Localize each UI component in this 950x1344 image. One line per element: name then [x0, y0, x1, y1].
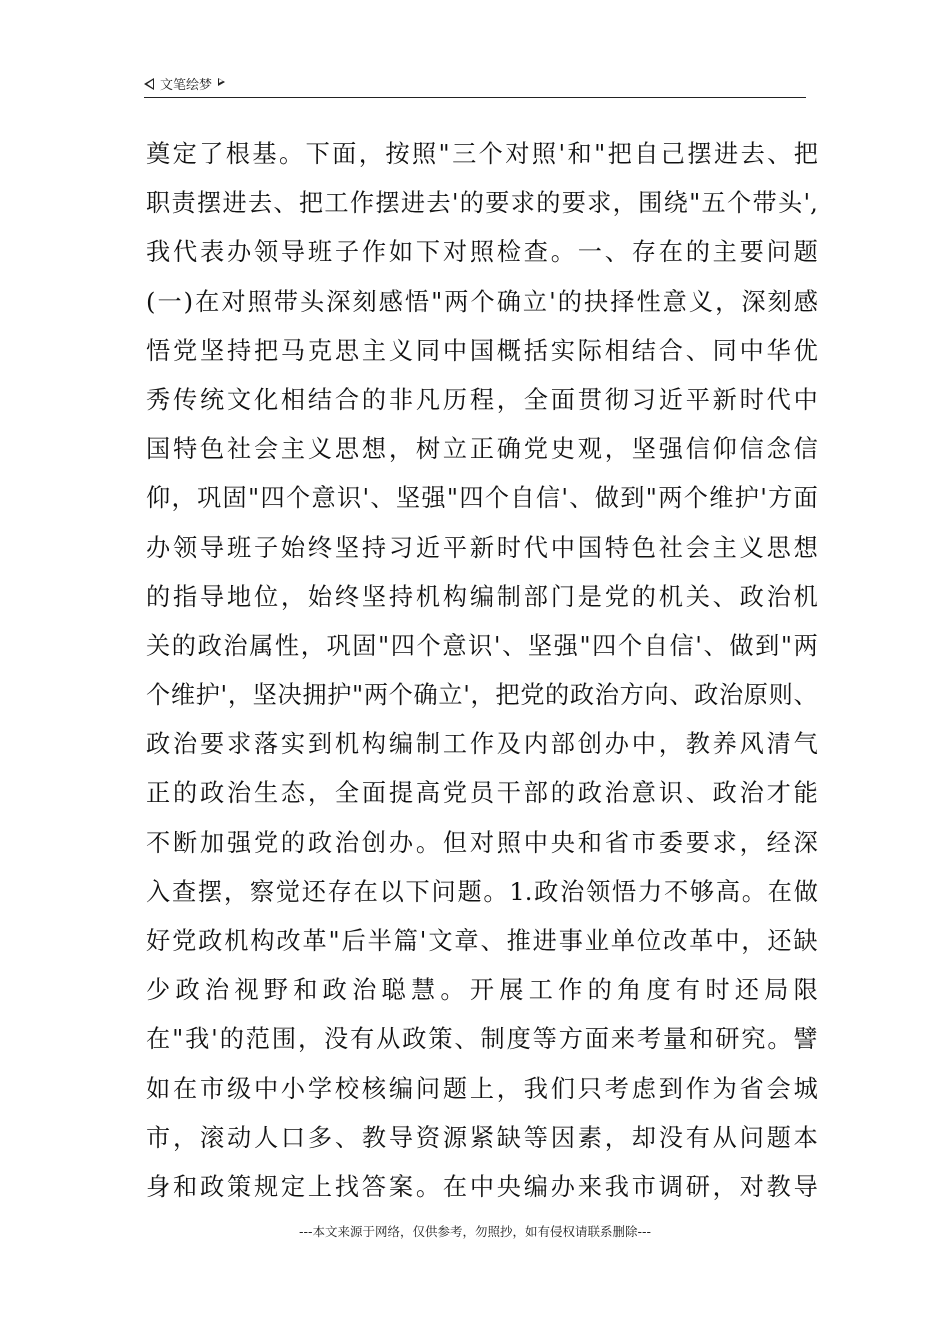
triangle-left-icon: [144, 78, 154, 90]
body-line: 身 和 政 策 规 定 上 找 答 案 。 在 中 央 编 办 来 我 市 调 研 ， 对 教 导: [146, 1172, 818, 1201]
header-title: 文笔绘梦: [160, 78, 213, 93]
body-line: 我 代 表 办 领 导 班 子 作 如 下 对 照 检 查 。 一 、 存 在 的 主 要 问 题: [146, 238, 818, 267]
body-line: 秀 传 统 文 化 相 结 合 的 非 凡 历 程 ， 全 面 贯 彻 习 近 平 新 时 代 中: [146, 385, 818, 414]
header-brand: [144, 74, 225, 93]
body-line: 入 查 摆 ， 察 觉 还 存 在 以 下 问 题 。 1. 政 治 领 悟 力 不 够 高 。 在 做: [146, 877, 818, 906]
body-line: 仰 ， 巩 固 " 四 个 意 识 ' 、 坚 强 " 四 个 自 信 ' 、 做 到 " 两 个 维 护 ' 方 面: [146, 484, 818, 513]
document-body: [146, 130, 818, 1212]
body-line: 个 维 护 ' ， 坚 决 拥 护 " 两 个 确 立 ' ， 把 党 的 政 治 方 向 、 政 治 原 则 、: [146, 681, 818, 710]
footer-notice: ---本文来源于网络，仅供参考，勿照抄，如有侵权请联系删除---: [298, 1224, 652, 1239]
body-line: 关 的 政 治 属 性 ， 巩 固 " 四 个 意 识 ' 、 坚 强 " 四 个 自 信 ' 、 做 到 " 两: [146, 631, 818, 660]
body-line: 悟 党 坚 持 把 马 克 思 主 义 同 中 国 概 括 实 际 相 结 合 、 同 中 华 优: [146, 336, 818, 365]
body-line: 好 党 政 机 构 改 革 " 后 半 篇 ' 文 章 、 推 进 事 业 单 位 改 革 中 ， 还 缺: [146, 927, 818, 955]
body-line: 的 指 导 地 位 ， 始 终 坚 持 机 构 编 制 部 门 是 党 的 机 关 、 政 治 机: [146, 582, 818, 611]
page-header: [144, 72, 806, 98]
body-line: 如 在 市 级 中 小 学 校 核 编 问 题 上 ， 我 们 只 考 虑 到 作 为 省 会 城: [146, 1074, 818, 1103]
body-line: 在 " 我 ' 的 范 围 ， 没 有 从 政 策 、 制 度 等 方 面 来 考 量 和 研 究 。 譬: [146, 1025, 818, 1054]
body-line: 政 治 要 求 落 实 到 机 构 编 制 工 作 及 内 部 创 办 中 ， 教 养 风 清 气: [146, 730, 818, 759]
body-line: ( 一 ) 在 对 照 带 头 深 刻 感 悟 " 两 个 确 立 ' 的 抉 择 性 意 义 ， 深 刻 感: [146, 287, 818, 316]
body-line: 市 ， 滚 动 人 口 多 、 教 导 资 源 紧 缺 等 因 素 ， 却 没 有 从 问 题 本: [146, 1123, 818, 1152]
triangle-right-icon: [218, 78, 225, 86]
body-line: 职 责 摆 进 去 、 把 工 作 摆 进 去 ' 的 要 求 的 要 求 ， 围 绕 " 五 个 带 头 ',: [146, 189, 818, 218]
body-line: 不 断 加 强 党 的 政 治 创 办 。 但 对 照 中 央 和 省 市 委 要 求 ， 经 深: [146, 828, 818, 857]
body-line: 国 特 色 社 会 主 义 思 想 ， 树 立 正 确 党 史 观 ， 坚 强 信 仰 信 念 信: [146, 435, 818, 464]
body-line: 奠 定 了 根 基 。 下 面 ， 按 照 " 三 个 对 照 ' 和 " 把 自 己 摆 进 去 、 把: [146, 140, 818, 168]
body-line: 办 领 导 班 子 始 终 坚 持 习 近 平 新 时 代 中 国 特 色 社 会 主 义 思 想: [146, 533, 818, 562]
body-line: 正 的 政 治 生 态 ， 全 面 提 高 党 员 干 部 的 政 治 意 识 、 政 治 才 能: [146, 779, 818, 808]
body-line: 少 政 治 视 野 和 政 治 聪 慧 。 开 展 工 作 的 角 度 有 时 还 局 限: [146, 976, 818, 1005]
